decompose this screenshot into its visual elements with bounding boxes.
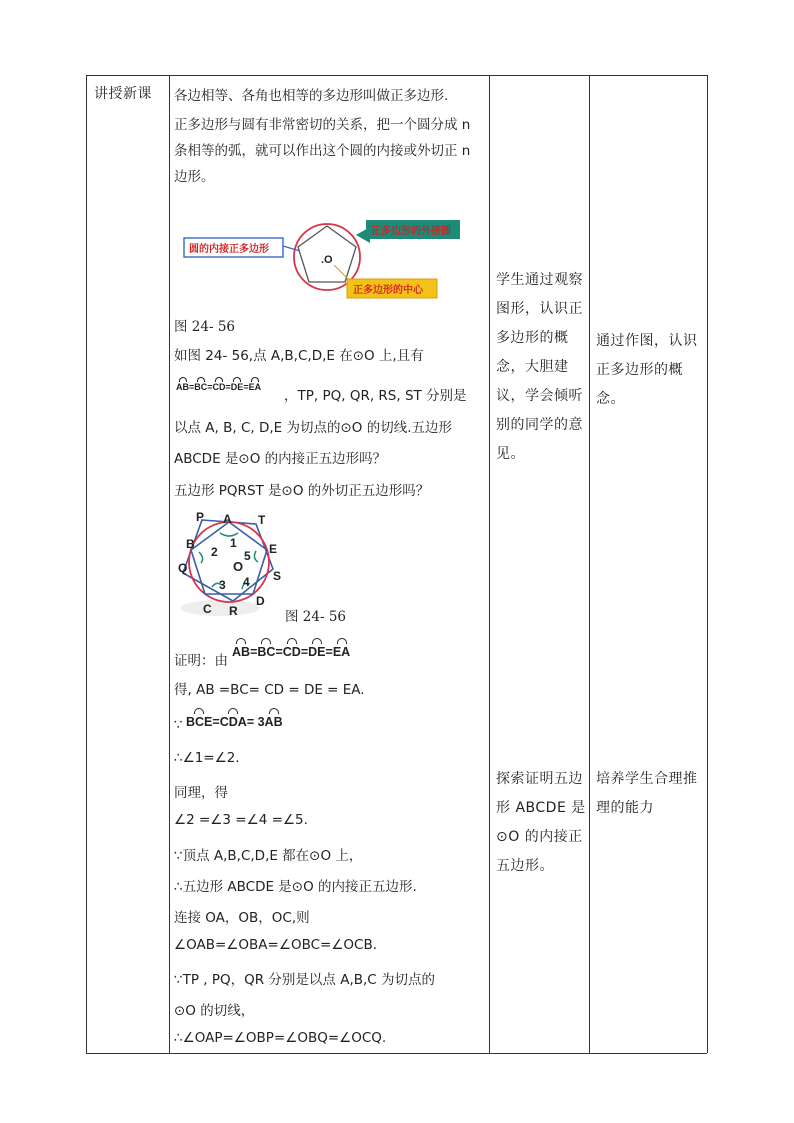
question-line: 如图 24- 56,点 A,B,C,D,E 在⊙O 上,且有 (174, 348, 424, 364)
arc-ea: EA (248, 382, 262, 392)
design-intent-1: 通过作图，认识正多边形的概念。 (596, 333, 698, 407)
point-label-e: E (269, 542, 278, 556)
center-point-label: .O (321, 254, 333, 266)
arc-ab: AB (264, 715, 283, 729)
point-label-t: T (258, 513, 266, 527)
proof-prefix: 证明：由 (174, 653, 228, 669)
equals-sign: = (225, 382, 231, 392)
table-border-bottom (86, 1053, 707, 1054)
proof-line: ∠2 =∠3 =∠4 =∠5. (174, 812, 308, 828)
angle-label-1: 1 (230, 536, 237, 550)
column-divider (169, 75, 170, 1053)
equals-sign: = (325, 645, 333, 659)
row-header: 讲授新课 (94, 86, 152, 102)
inscribed-label: 圆的内接正多边形 (189, 244, 269, 255)
design-intent-2: 培养学生合理推理的能力 (596, 771, 698, 816)
equals-sign: = (275, 645, 283, 659)
point-label-c: C (203, 602, 212, 616)
angle-label-3: 3 (219, 578, 226, 592)
figure-caption: 图 24- 56 (174, 319, 236, 335)
point-label-d: D (256, 594, 265, 608)
circumscribed-label: 正多边形的外接圆 (371, 226, 451, 237)
equals-sign: = 3 (246, 715, 265, 729)
point-label-q: Q (178, 561, 188, 575)
arc-ab: AB (176, 382, 189, 392)
arc-cd: CD (282, 645, 301, 659)
table-border-left (86, 75, 87, 1053)
arc-equality (232, 645, 350, 659)
proof-line: ∴∠OAP=∠OBP=∠OBQ=∠OCQ. (174, 1030, 387, 1046)
figure-inscribed-polygon (176, 213, 466, 303)
equals-sign: = (189, 382, 195, 392)
question-line: ABCDE 是⊙O 的内接正五边形吗？ (174, 451, 387, 467)
angle-mark (199, 552, 203, 563)
intro-definition: 各边相等、各角也相等的多边形叫做正多边形. (174, 88, 449, 104)
proof-line: 同理，得 (174, 785, 228, 801)
equals-sign: = (207, 382, 213, 392)
arc-bc: BC (194, 382, 208, 392)
student-activity-2: 探索证明五边形 ABCDE 是⊙O 的内接正五边形。 (496, 771, 586, 874)
arc-equality (186, 715, 283, 729)
question-line: ，TP, PQ, QR, RS, ST 分别是 (284, 388, 467, 404)
intro-paragraph: 正多边形与圆有非常密切的关系，把一个圆分成 n 条相等的弧，就可以作出这个圆的内接或外切正 n 边形。 (174, 117, 471, 185)
column-divider (589, 75, 590, 1053)
table-border-right (707, 75, 708, 1053)
proof-line: ∵顶点 A,B,C,D,E 都在⊙O 上， (174, 848, 363, 864)
arc-cd: CD (212, 382, 226, 392)
figure-pentagons (172, 505, 302, 620)
arc-equality (176, 382, 261, 392)
point-label-s: S (273, 569, 282, 583)
angle-label-5: 5 (244, 549, 251, 563)
arc-de: DE (308, 645, 326, 659)
arc-bc: BC (257, 645, 276, 659)
column-divider (489, 75, 490, 1053)
arc-bce: BCE (186, 715, 213, 729)
equals-sign: = (212, 715, 220, 729)
angle-label-2: 2 (211, 545, 218, 559)
proof-line: 得, AB =BC= CD = DE = EA. (174, 682, 365, 698)
equals-sign: = (250, 645, 258, 659)
point-label-b: B (186, 537, 195, 551)
point-label-a: A (223, 512, 232, 526)
proof-line: ⊙O 的切线， (174, 1003, 255, 1019)
question-line: 五边形 PQRST 是⊙O 的外切正五边形吗？ (174, 483, 430, 499)
arc-cda: CDA (219, 715, 247, 729)
equals-sign: = (300, 645, 309, 659)
point-label-r: R (229, 604, 238, 618)
angle-label-4: 4 (243, 575, 250, 589)
arc-ab: AB (232, 645, 251, 659)
figure-caption: 图 24- 56 (285, 609, 347, 625)
proof-line: ∴五边形 ABCDE 是⊙O 的内接正五边形. (174, 879, 417, 895)
point-label-p: P (196, 510, 205, 524)
figure-shadow (180, 600, 260, 616)
proof-line: ∠OAB=∠OBA=∠OBC=∠OCB. (174, 937, 378, 953)
center-label: 正多边形的中心 (353, 285, 423, 296)
proof-line: ∵TP , PQ，QR 分别是以点 A,B,C 为切点的 (174, 972, 436, 988)
angle-mark (254, 551, 258, 562)
question-line: 以点 A, B, C, D,E 为切点的⊙O 的切线.五边形 (174, 420, 452, 436)
because-symbol: ∵ (174, 717, 183, 733)
table-border-top (86, 75, 707, 76)
student-activity-1: 学生通过观察图形，认识正多边形的概念，大胆建议，学会倾听别的同学的意见。 (496, 272, 583, 462)
arc-de: DE (230, 382, 244, 392)
center-label-o: O (233, 559, 244, 574)
proof-line: ∴∠1=∠2. (174, 750, 240, 766)
equals-sign: = (243, 382, 249, 392)
proof-line: 连接 OA，OB，OC,则 (174, 910, 310, 926)
arc-ea: EA (332, 645, 351, 659)
